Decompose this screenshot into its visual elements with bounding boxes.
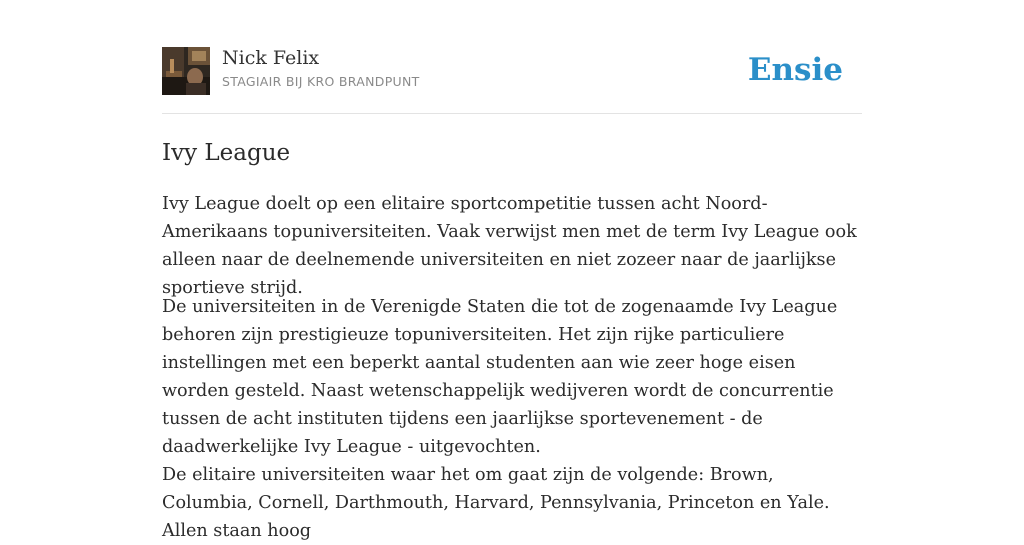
author-role: STAGIAIR BIJ KRO BRANDPUNT: [222, 74, 420, 89]
article-page: [162, 0, 862, 541]
article-paragraph-1: Ivy League doelt op een elitaire sportcompetitie tussen acht Noord-Amerikaans topuniversiteiten. Vaak verwijst men met de term Ivy League ook alleen naar de deelnemende universiteiten en niet zozeer naar de jaarlijkse sportieve strijd.: [162, 194, 857, 298]
article-paragraph-2: De universiteiten in de Verenigde Staten die tot de zogenaamde Ivy League behoren zijn prestigieuze topuniversiteiten. Het zijn rijke particuliere instellingen met een beperkt aantal studenten aan wie zeer hoge eisen worden gesteld. Naast wetenschappelijk wedijveren wordt de concurrentie tussen de acht instituten tijdens een jaarlijkse sportevenement - de daadwerkelijke Ivy League - uitgevochten.: [162, 297, 838, 457]
ensie-logo[interactable]: Ensie: [747, 52, 843, 88]
author-avatar[interactable]: [162, 47, 210, 95]
header-divider: [162, 113, 862, 114]
article-paragraph-3: De elitaire universiteiten waar het om gaat zijn de volgende: Brown, Columbia, Cornell, Darthmouth, Harvard, Pennsylvania, Princeton en Yale. Allen staan hoog: [162, 465, 830, 541]
article-title: Ivy League: [162, 140, 291, 166]
author-header: [162, 46, 862, 96]
author-name[interactable]: Nick Felix: [222, 47, 320, 69]
avatar-photo: [162, 47, 210, 95]
